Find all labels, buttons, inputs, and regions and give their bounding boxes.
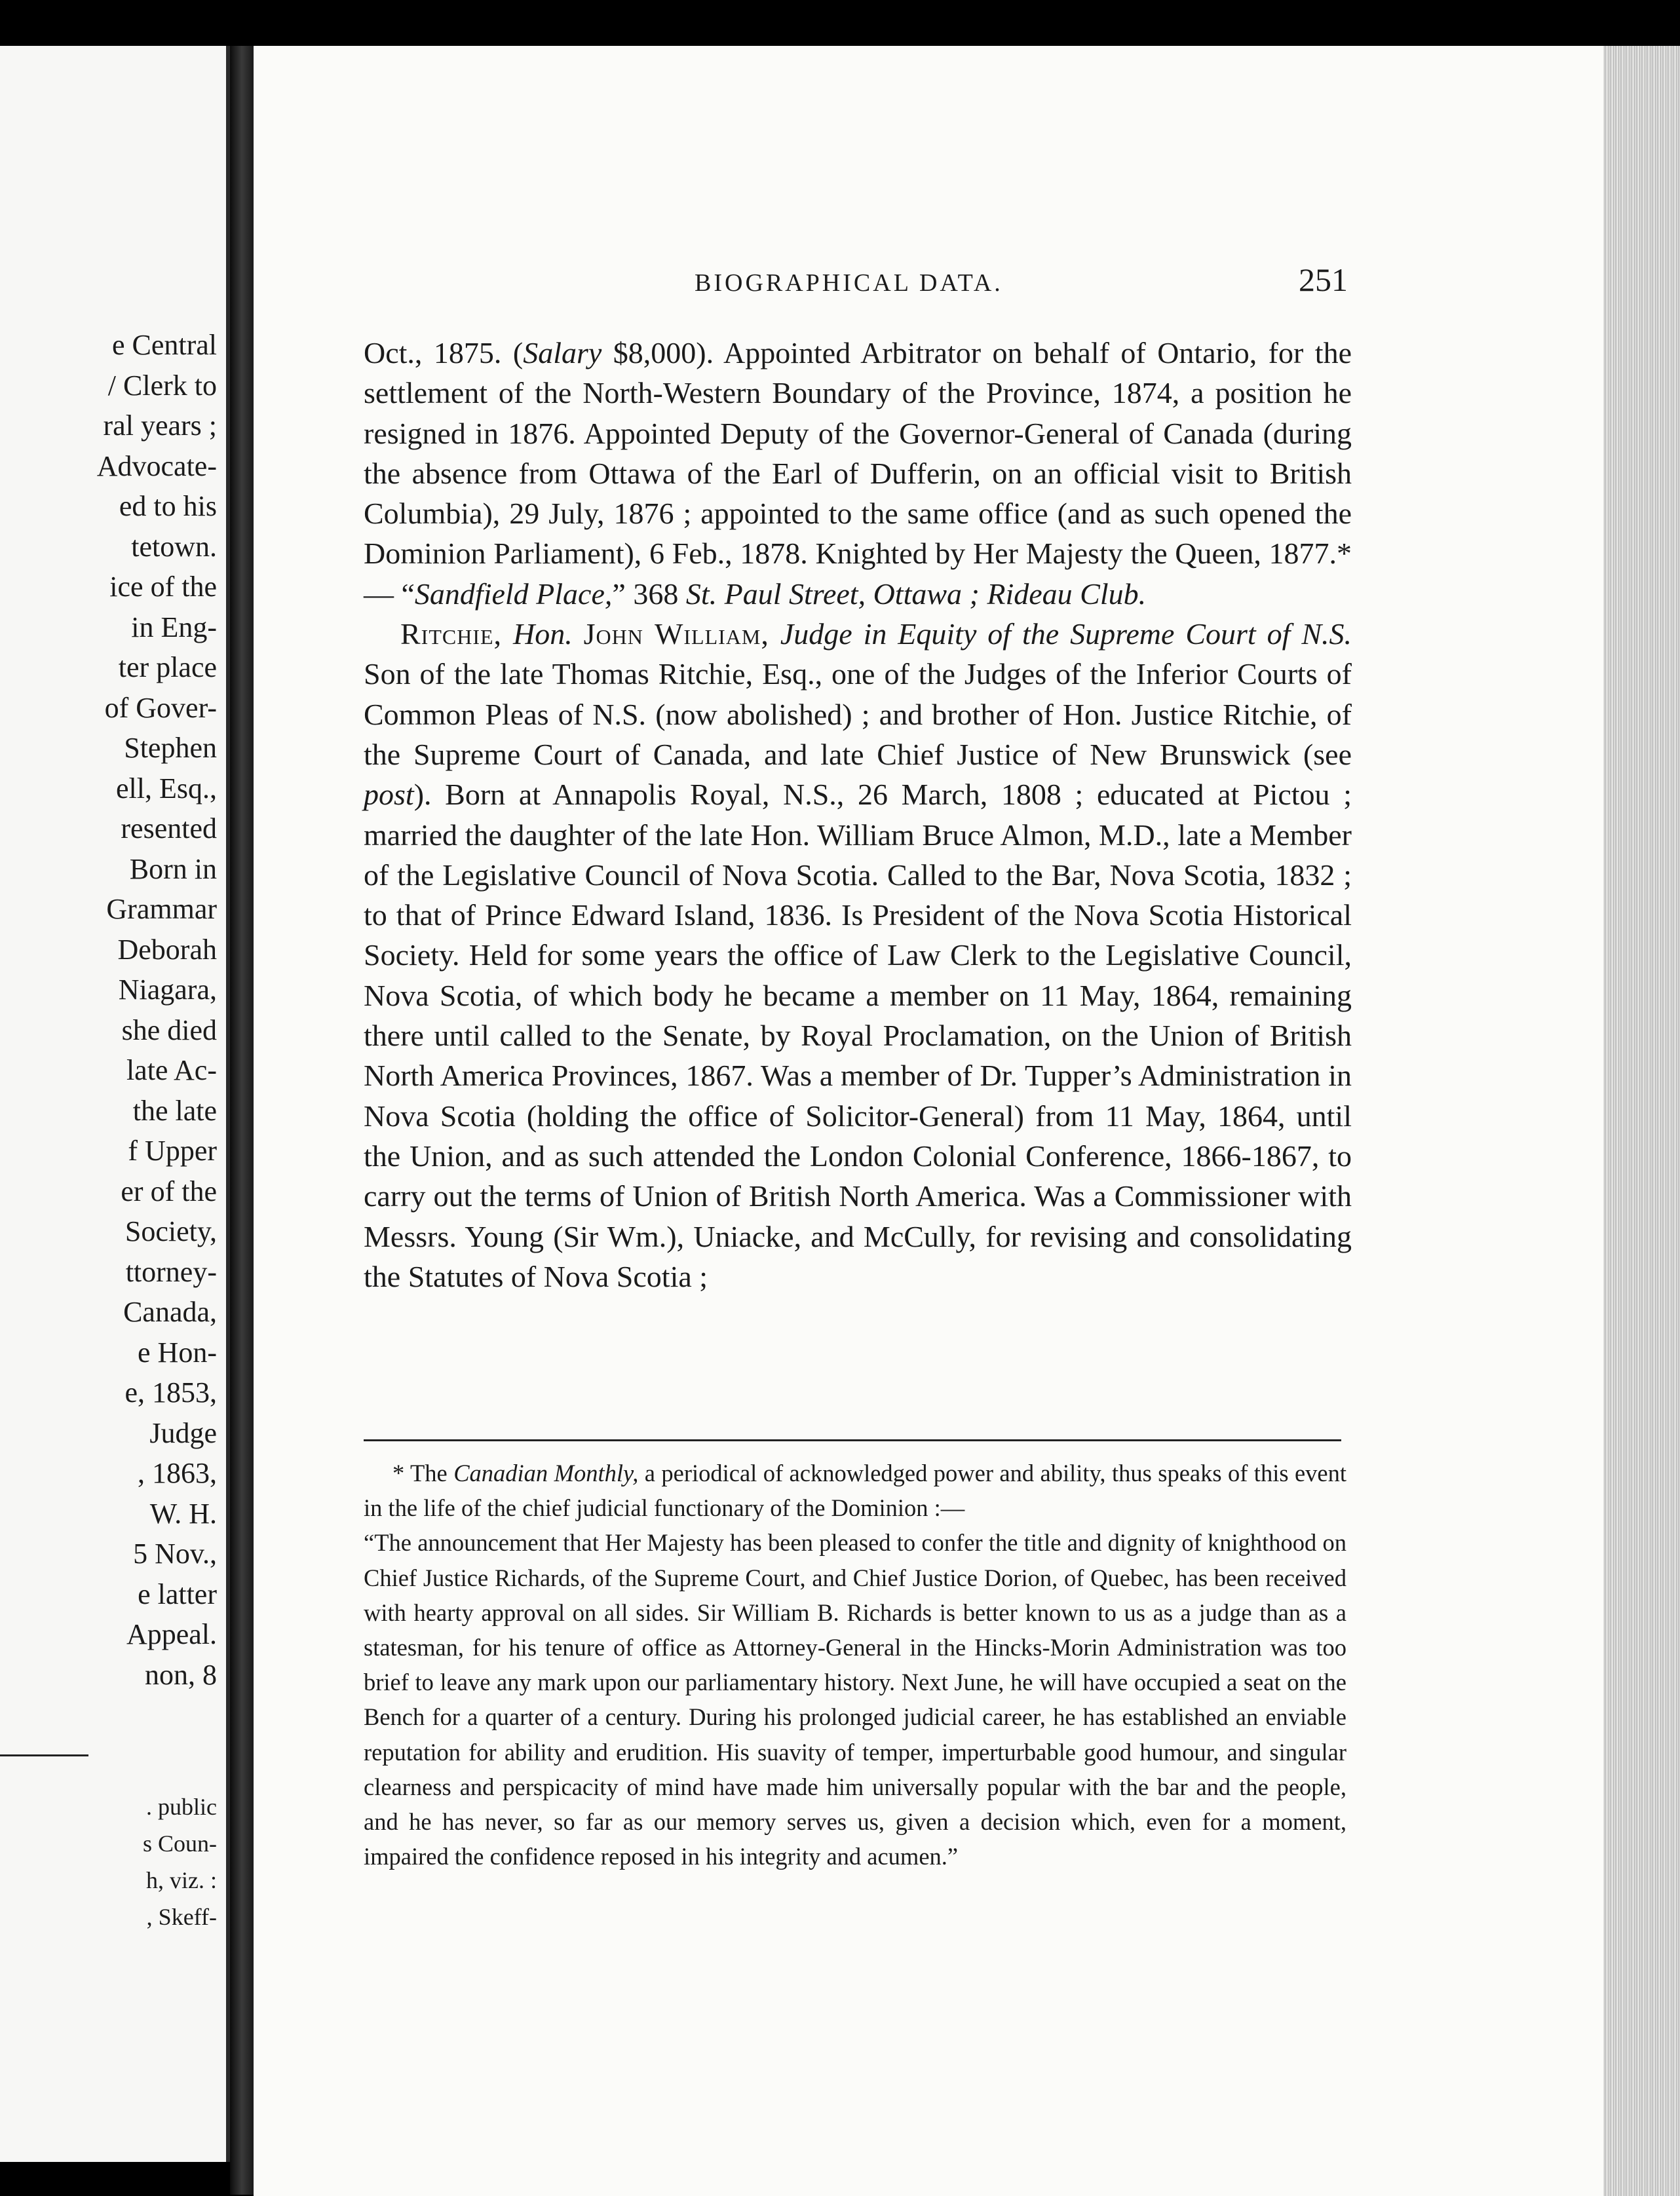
left-page-line: ttorney-: [125, 1255, 217, 1288]
left-page-line: ral years ;: [103, 409, 217, 442]
left-page-line: ed to his: [119, 490, 217, 522]
entry-surname: Ritchie,: [400, 617, 503, 651]
left-page-line: Canada,: [123, 1296, 217, 1328]
left-page-line: Grammar: [106, 893, 217, 925]
left-footnote-line: , Skeff-: [146, 1904, 217, 1930]
left-page-line: ell, Esq.,: [116, 772, 217, 805]
left-facing-page: [0, 46, 230, 2162]
left-page-line: 5 Nov.,: [133, 1538, 217, 1570]
left-footnote-line: . public: [146, 1794, 217, 1820]
left-footnote-line: s Coun-: [142, 1830, 217, 1857]
left-page-line: tetown.: [131, 530, 217, 563]
entry-title: Judge in Equity of the Supreme Court of N.S.: [780, 617, 1352, 651]
left-page-line: late Ac-: [126, 1054, 217, 1086]
left-page-line: W. H.: [149, 1497, 217, 1530]
left-page-line: the late: [132, 1094, 217, 1127]
left-page-line: e Central: [111, 329, 217, 361]
left-page-line: / Clerk to: [107, 369, 217, 402]
page-number: 251: [1299, 261, 1348, 298]
left-page-line: e, 1853,: [124, 1376, 217, 1409]
page-edges: [1603, 46, 1680, 2196]
left-page-line: e latter: [138, 1578, 217, 1610]
entry-given-names: John William,: [583, 617, 769, 651]
running-head: BIOGRAPHICAL DATA.: [695, 269, 1003, 297]
left-page-line: Niagara,: [118, 974, 217, 1006]
left-footnote-rule: [0, 1754, 88, 1756]
footnote: [364, 1456, 1346, 1874]
left-page-line: Society,: [124, 1215, 217, 1247]
left-page-line: Appeal.: [126, 1618, 217, 1650]
left-page-line: ter place: [118, 651, 217, 683]
book-gutter: [230, 46, 254, 2195]
left-page-line: f Upper: [128, 1135, 217, 1167]
paragraph-ritchie: Ritchie, Hon. John William, Judge in Equity of the Supreme Court of N.S. Son of the late Thomas Ritchie, Esq., one of the Judges of the Inferior Courts of Common Pleas of N.S. (now abolished) ; and brother of Hon. Justice Ritchie, of the Supreme Court of Canada, and late Chief Justice of New Brunswick (see post). Born at Annapolis Royal, N.S., 26 March, 1808 ; educated at Pictou ; married the daughter of the late Hon. William Bruce Almon, M.D., late a Member of the Legislative Council of Nova Scotia. Called to the Bar, Nova Scotia, 1832 ; to that of Prince Edward Island, 1836. Is President of the Nova Scotia Historical Society. Held for some years the office of Law Clerk to the Legislative Council, Nova Scotia, of which body he became a member on 11 May, 1864, remaining there until called to the Senate, by Royal Proclamation, on the Union of British North America Provinces, 1867. Was a member of Dr. Tupper’s Administration in Nova Scotia (holding the office of Solicitor-General) from 11 May, 1864, until the Union, and as such attended the London Colonial Conference, 1866-1867, to carry out the terms of Union of British North America. Was a Commissioner with Messrs. Young (Sir Wm.), Uniacke, and McCully, for revising and consolidating the Statutes of Nova Scotia ;: [364, 617, 1352, 1293]
left-page-text: [97, 325, 217, 1695]
left-page-line: , 1863,: [138, 1457, 217, 1489]
left-page-line: Born in: [129, 852, 217, 885]
footnote-intro: * The Canadian Monthly, a periodical of acknowledged power and ability, thus speaks of this event in the life of the chief judicial functionary of the Dominion :—: [364, 1460, 1347, 1522]
main-text: [364, 333, 1352, 1297]
left-page-line: ice of the: [109, 571, 217, 603]
footnote-rule: [364, 1439, 1341, 1441]
left-page-line: e Hon-: [138, 1336, 217, 1369]
left-page-line: Stephen: [124, 732, 217, 764]
paragraph-macdonald-continued: Oct., 1875. (Salary $8,000). Appointed Arbitrator on behalf of Ontario, for the settlement of the North-Western Boundary of the Province, 1874, a position he resigned in 1876. Appointed Deputy of the Governor-General of Canada (during the absence from Ottawa of the Earl of Dufferin, on an official visit to British Columbia), 29 July, 1876 ; appointed to the same office (and as such opened the Dominion Parliament), 6 Feb., 1878. Knighted by Her Majesty the Queen, 1877.*— “Sandfield Place,” 368 St. Paul Street, Ottawa ; Rideau Club.: [364, 336, 1352, 611]
left-page-line: resented: [121, 812, 217, 844]
left-page-line: Judge: [149, 1416, 217, 1449]
left-page-line: non, 8: [145, 1658, 217, 1691]
left-page-line: Deborah: [117, 933, 217, 966]
footnote-quote: “The announcement that Her Majesty has been pleased to confer the title and dignity of knighthood on Chief Justice Richards, of the Supreme Court, and Chief Justice Dorion, of Quebec, has been received with hearty approval on all sides. Sir William B. Richards is better known to us as a judge than as a statesman, for his tenure of office as Attorney-General in the Hincks-Morin Administration was too brief to leave any mark upon our parliamentary history. Next June, he will have occupied a seat on the Bench for a quarter of a century. During his prolonged judicial career, he has established an enviable reputation for ability and erudition. His suavity of temper, imperturbable good humour, and singular clearness and perspicacity of mind have made him universally popular with the bar and the people, and he has never, so far as our memory serves us, given a decision which, even for a moment, impaired the confidence reposed in his integrity and acumen.”: [364, 1529, 1346, 1870]
left-footnote-line: h, viz. :: [146, 1867, 217, 1893]
left-page-footnote: [143, 1789, 217, 1935]
left-page-line: she died: [121, 1013, 217, 1046]
left-page-line: er of the: [121, 1175, 217, 1207]
left-page-line: Advocate-: [96, 449, 217, 482]
left-page-line: in Eng-: [131, 611, 217, 643]
left-page-line: of Gover-: [104, 691, 217, 724]
